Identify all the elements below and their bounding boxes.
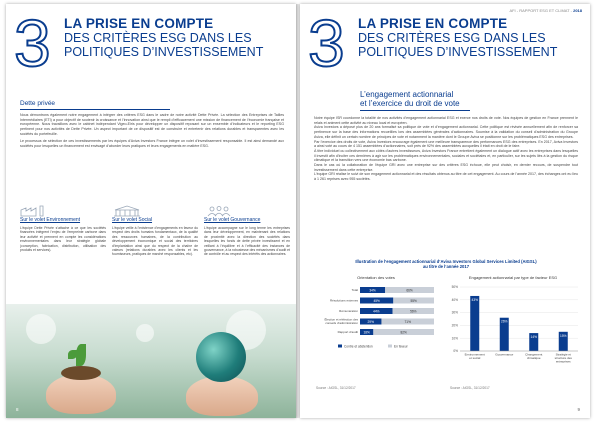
section-paragraph-2: Le processus de sélection de ces investissements par les équipes d’Aviva Investors France intègre un volet d’investissement responsable. Il est ainsi demandé aux sociétés pour lesquelles un financement est envisagé d’aborder leurs pratiques et leurs engagements en matière ESG. <box>20 139 284 149</box>
section-paragraph-3: Par l’exercice des droits de vote, Aviva Investors encourage également une meilleure transparence des performances ESG des entreprises. En 2017, Aviva Investors a ainsi voté au cours de 4 151 assemblées d’actionnaires, soit près de 92% des assemblées auxquelles il était en droit de le faire. <box>314 139 578 149</box>
right-page <box>300 4 590 418</box>
people-icon <box>204 204 290 216</box>
data-label: 71% <box>404 319 411 324</box>
pillar-text: L’équipe veille à l’existence d’engagements en faveur du respect des droits humains fondamentaux, de la qualité des ressources humaines, de la contribution au développement économique et social des territoires d’implantation ainsi que du respect de la chaîne de valeurs (relations durables avec les clients et les fournisseurs, pratiques de marché responsables, etc). <box>112 226 198 257</box>
data-label: 43% <box>471 297 478 302</box>
hands-globe-photo <box>6 304 296 418</box>
section-title: Dette privée <box>20 100 56 107</box>
pillar-title: Sur le volet Social <box>112 217 153 223</box>
category-label: Changement climatique <box>525 352 543 360</box>
category-label: Gouvernance <box>495 352 514 357</box>
data-label: 82% <box>400 330 407 335</box>
category-label: Environnement et social <box>464 352 485 360</box>
chapter-title-line2: DES CRITÈRES ESG DANS LES <box>64 31 252 45</box>
factory-icon <box>20 204 106 216</box>
pillar-gouvernance <box>204 204 290 257</box>
data-label: 18% <box>363 330 370 335</box>
building-icon <box>112 204 198 216</box>
page-number: 8 <box>16 407 19 412</box>
chapter-title-line3: POLITIQUES D’INVESTISSEMENT <box>358 45 558 59</box>
data-label: 26% <box>501 319 508 324</box>
section-heading <box>360 90 530 114</box>
data-label: 56% <box>410 309 417 314</box>
section-paragraph-2: Aviva Investors a déposé plus de 20 ans formalisé sa politique de vote et d’engagement actionnarial. Cette politique est révisée annuellement afin de renforcer sa pertinence sur la base des informations recueillies lors des assemblées générales d’actionnaires. Soumise à la validation du conseil d’administration du Groupe Aviva, elle définit un certain nombre de principes de vote et notamment la manière dont le Groupe Aviva se positionne sur les problématiques ESG des entreprises. <box>314 125 578 139</box>
chapter-title <box>358 16 588 59</box>
y-tick-label: 30% <box>451 310 458 315</box>
charts-title-line1: Illustration de l’engagement actionnarial d’Aviva Investors Global Services Limited (AIGSL) <box>355 259 537 264</box>
chapter-title-line1: LA PRISE EN COMPTE <box>358 16 508 31</box>
y-tick-label: 20% <box>451 323 458 328</box>
pillar-social <box>112 204 198 257</box>
category-label: Rapport d’audit <box>337 330 358 335</box>
legend-swatch <box>338 345 342 348</box>
y-tick-label: 50% <box>451 285 458 290</box>
section-paragraph-1: Notre équipe ISR coordonne la totalité de nos activités d’engagement actionnarial ESG et exerce nos droits de vote. Nos équipes de gestion en France prennent le relais et animent cette activité au niveau local et européen. <box>314 116 578 125</box>
section-dette-privee <box>20 100 284 149</box>
section-title-line1: L’engagement actionnarial <box>360 90 454 99</box>
data-label: 66% <box>406 288 413 293</box>
pillar-title: Sur le volet Gouvernance <box>204 217 261 223</box>
section-body <box>314 116 578 182</box>
section-paragraph-1: Nous démontrons également notre engagement à intégrer des critères ESG dans le cadre de notre activité Dette Privée. La sélection des Entreprises de Tailles Intermédiaires (ETI) a pour objectif de soutenir la croissance et l’innovation ainsi que le rempli d’efficacement une mission de financement de l’économie française et européenne. Nous travaillons avec le cabinet indépendant Vigeo-Eiris pour développer un dispositif reposant sur un ensemble d’indicateurs et le reporting ESG pertinent pour nos activités de Dette Privée. Un aspect important de ce dispositif est de construire et entretenir des relations durables et transparentes avec les sociétés du portefeuille. <box>20 112 284 136</box>
left-page <box>6 4 296 418</box>
section-paragraph-5: Dans le cas où la collaboration de l’équipe GRI avec une entreprise sur des critères ESG échoue, elle peut choisir, en dernier recours, de suspendre tout investissement dans cette entreprise. <box>314 163 578 172</box>
bar <box>470 296 479 351</box>
category-label: Total <box>351 288 358 293</box>
data-label: 34% <box>369 288 376 293</box>
pillar-text: L’équipe accompagne sur le long terme les entreprises dans leur développement, en maintenant des relations de proximité avec la direction des sociétés dans lesquelles les fonds de dette privée investissent et en veillant à l’équilibre et à l’efficacité des instances de gouvernance, à la robustesse des mécanismes d’audit et de contrôle et au respect des intérêts des actionnaires. <box>204 226 290 257</box>
section-rule <box>360 110 470 111</box>
data-label: 44% <box>373 309 380 314</box>
page-number: 9 <box>577 407 580 412</box>
chapter-title-line2: DES CRITÈRES ESG DANS LES <box>358 31 546 45</box>
legend-label: En faveur <box>394 344 408 349</box>
chart1-title: Orientation des votes <box>357 275 395 280</box>
chart1-source: Source : AIGSL, 31/12/2017 <box>316 386 356 390</box>
y-tick-label: 10% <box>451 336 458 341</box>
data-label: 15% <box>560 333 567 338</box>
votes-stacked-bar-chart <box>314 283 440 383</box>
chart2-source: Source : AIGSL, 31/12/2017 <box>450 386 490 390</box>
section-rule <box>20 109 170 110</box>
category-label: Stratégie et structure des entreprises <box>554 352 572 364</box>
chapter-number: 3 <box>308 6 345 80</box>
category-label: Élection et réélection des conseils d’administration <box>324 317 358 325</box>
legend-swatch <box>388 345 392 348</box>
legend-label: Contre et abstention <box>344 344 373 349</box>
y-tick-label: 0% <box>453 349 458 354</box>
section-paragraph-6: L’équipe GRI réalise le suivi de son engagement actionnarial et des résultats obtenus au titre de cet engagement. Au cours de l’année 2017, des échanges ont eu lieu à 1 261 reprises avec 955 sociétés. <box>314 172 578 182</box>
section-paragraph-4: À titre individuel ou collectivement aux côtés d’autres investisseurs, Aviva Investors France entretient également un dialogue actif avec les entreprises dans lesquelles il investit afin d’inciter ces dernières à agir sur les problématiques environnementales, sociales et sociétales et, en particulier, sur les sujets liés à la gestion du risque climatique et la transition vers une économie bas carbone. <box>314 148 579 163</box>
section-title-line2: et l’exercice du droit de vote <box>360 99 460 108</box>
chapter-title-line3: POLITIQUES D’INVESTISSEMENT <box>64 45 264 59</box>
charts-title-line2: au titre de l’année 2017 <box>422 264 470 269</box>
esg-engagement-bar-chart <box>446 283 582 383</box>
category-label: Rémunération <box>339 309 358 314</box>
data-label: 45% <box>373 298 380 303</box>
category-label: Résolutions externes <box>329 298 358 303</box>
running-head: AFI - RAPPORT ESG ET CLIMAT - 2018 <box>509 8 582 13</box>
pillar-text: L’équipe Dette Privée s’attache à ce que les sociétés financées intègrent l’enjeu de l’empreinte carbone dans leur activité et prennent en compte les considérations environnementales dans leur stratégie globale (conception, fabrication, distribution, utilisation des produits et services). <box>20 226 106 253</box>
chapter-title-line1: LA PRISE EN COMPTE <box>64 16 214 31</box>
chart2-title: Engagement actionnarial par type de facteur ESG <box>468 275 558 280</box>
data-label: 55% <box>410 298 417 303</box>
charts-title <box>314 259 578 269</box>
y-tick-label: 40% <box>451 297 458 302</box>
pillar-title: Sur le volet Environnement <box>20 217 81 223</box>
chapter-number: 3 <box>14 6 51 80</box>
chapter-title <box>64 16 294 59</box>
data-label: 14% <box>530 335 537 340</box>
data-label: 29% <box>367 319 374 324</box>
pillar-environnement <box>20 204 106 252</box>
